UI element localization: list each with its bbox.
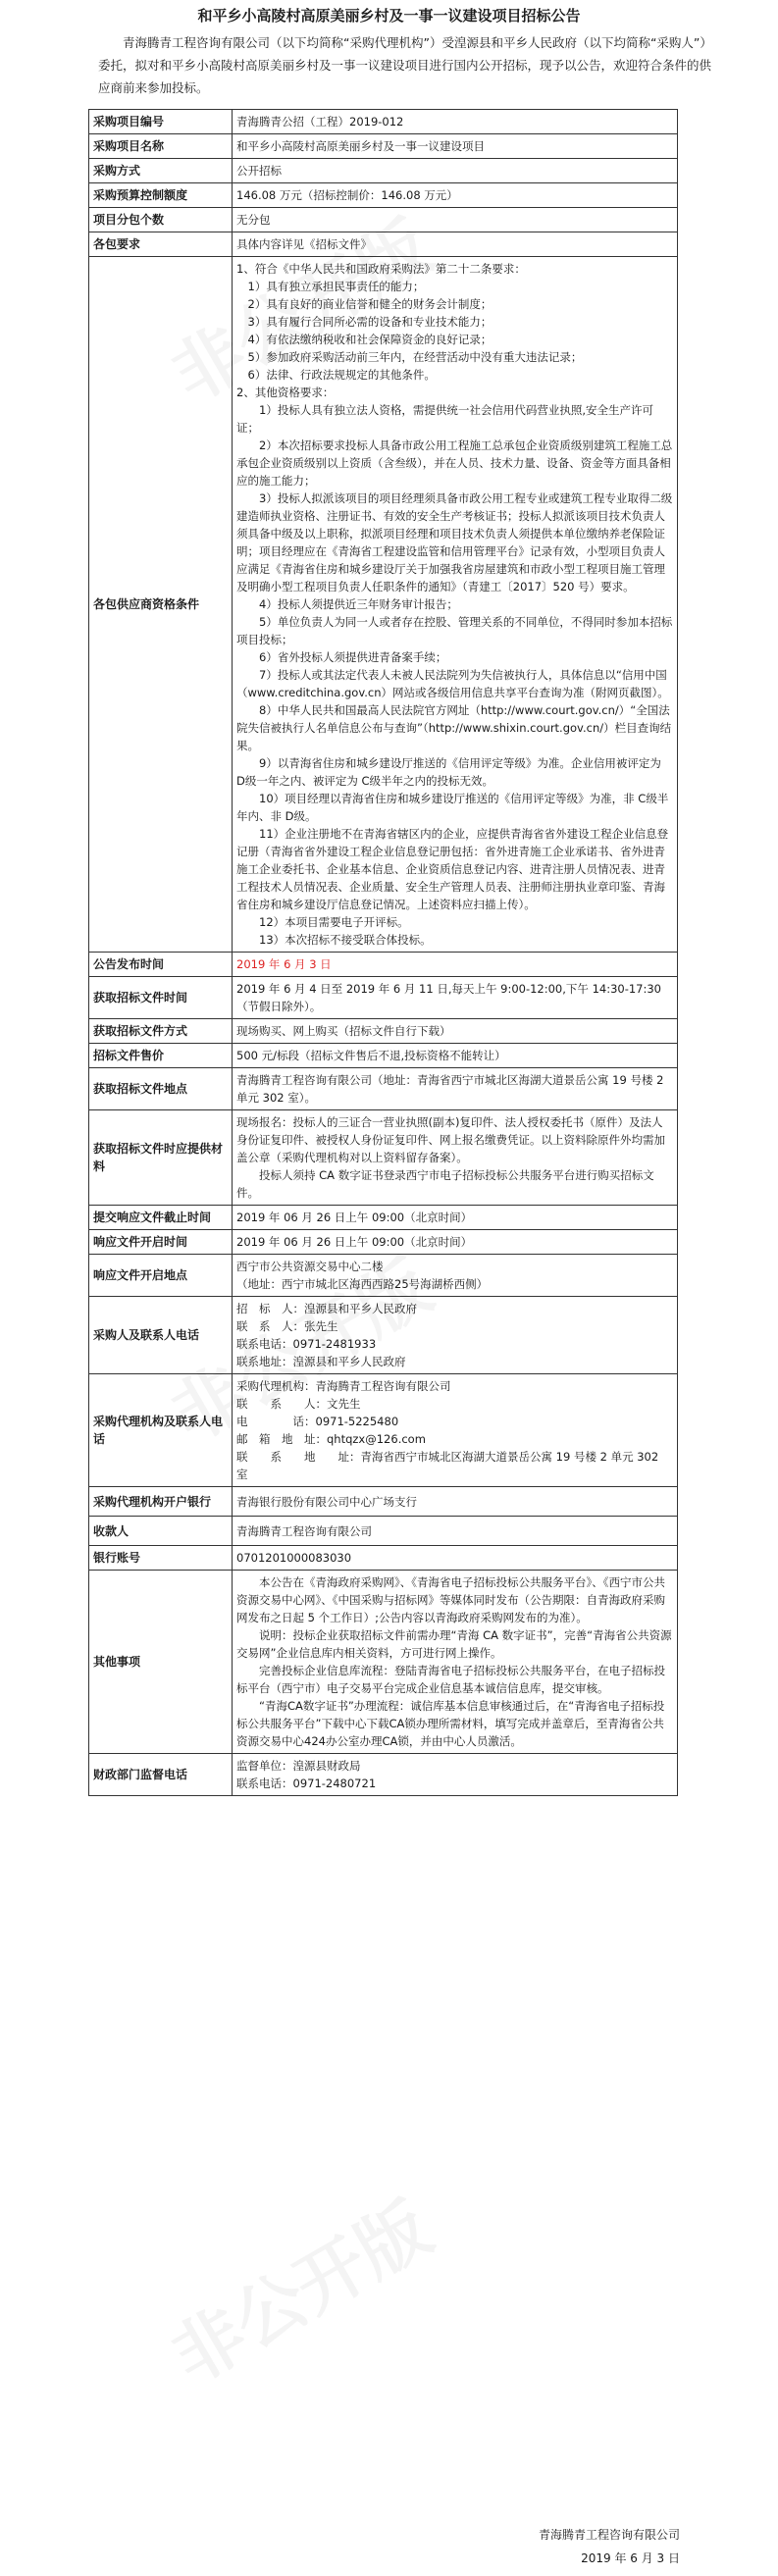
field-value: 青海银行股份有限公司中心广场支行 [233,1487,678,1517]
table-row [89,232,678,257]
field-value: 现场购买、网上购买（招标文件自行下载） [233,1019,678,1044]
field-value: 2019 年 6 月 4 日至 2019 年 6 月 11 日,每天上午 9:00-12:00,下午 14:30-17:30（节假日除外）。 [233,977,678,1019]
field-value: 2019 年 06 月 26 日上午 09:00（北京时间） [233,1206,678,1230]
list-item: 联系地址：湟源县和平乡人民政府 [236,1355,406,1368]
list-item: 5）参加政府采购活动前三年内，在经营活动中没有重大违法记录； [247,350,583,364]
list-item: 2）本次招标要求投标人具备市政公用工程施工总承包企业资质级别建筑工程施工总承包企业资质级别以上资质（含叁级），并在人员、技术力量、设备、资金等方面具备相应的施工能力； [236,438,673,488]
field-value [233,1374,678,1487]
table-row [89,1546,678,1571]
list-item: 8）中华人民共和国最高人民法院官方网址（http://www.court.gov.cn/）“全国法院失信被执行人名单信息公布与查询”（http://www.shixin.court.gov.cn/）栏目查询结果。 [236,703,672,752]
list-item: 联系电话：0971-2481933 [236,1337,377,1351]
table-row [89,1068,678,1110]
table-row [89,110,678,134]
field-label: 响应文件开启地点 [89,1255,233,1297]
field-label: 采购预算控制额度 [89,183,233,208]
table-row [89,1255,678,1297]
field-value [233,1110,678,1206]
field-label: 公告发布时间 [89,953,233,977]
list-item: 1、符合《中华人民共和国政府采购法》第二十二条要求： [236,262,526,276]
field-value: 2019 年 6 月 3 日 [233,953,678,977]
table-row [89,208,678,232]
field-label: 收款人 [89,1517,233,1546]
field-label: 财政部门监督电话 [89,1754,233,1796]
list-item: 12）本项目需要电子开评标。 [259,915,409,929]
field-label: 其他事项 [89,1571,233,1754]
field-value [233,1297,678,1374]
table-row [89,1297,678,1374]
list-item: 完善投标企业信息库流程：登陆青海省电子招标投标公共服务平台，在电子招标投标平台（西宁市）电子交易平台完成企业信息基本诚信信息库，提交审核。 [236,1664,665,1695]
list-item: 招 标 人：湟源县和平乡人民政府 [236,1302,417,1315]
list-item: 采购代理机构：青海腾青工程咨询有限公司 [236,1379,451,1393]
field-label: 采购代理机构开户银行 [89,1487,233,1517]
list-item: 现场报名：投标人的三证合一营业执照(副本)复印件、法人授权委托书（原件）及法人身份证复印件、被授权人身份证复印件、网上报名缴费凭证。以上资料除原件外均需加盖公章（采购代理机构对以上资料留存备案）。 [236,1115,665,1164]
field-label: 采购方式 [89,159,233,183]
table-row [89,183,678,208]
field-value: 146.08 万元（招标控制价：146.08 万元） [233,183,678,208]
list-item: 联 系 人：张先生 [236,1319,338,1333]
list-item: 4）投标人须提供近三年财务审计报告； [259,597,458,611]
list-item: 13）本次招标不接受联合体投标。 [259,933,432,947]
field-value: 0701201000083030 [233,1546,678,1571]
list-item: 说明：投标企业获取招标文件前需办理“青海 CA 数字证书”，完善“青海省公共资源交易网”企业信息库内相关资料，方可进行网上操作。 [236,1628,672,1660]
field-label: 各包供应商资格条件 [89,257,233,953]
list-item: 10）项目经理以青海省住房和城乡建设厅推送的《信用评定等级》为准，非 C级半年内、非 D级。 [236,792,669,823]
list-item: “青海CA数字证书”办理流程：诚信库基本信息审核通过后，在“青海省电子招标投标公共服务平台”下载中心下载CA锁办理所需材料，填写完成并盖章后，至青海省公共资源交易中心424办公室办理CA锁，并由中心人员激活。 [236,1699,665,1748]
field-value: 公开招标 [233,159,678,183]
table-row [89,1110,678,1206]
announcement-table [88,109,678,1796]
table-row [89,1754,678,1796]
list-item: 1）具有独立承担民事责任的能力； [247,280,425,293]
list-item: 电 话：0971-5225480 [236,1415,399,1428]
list-item: 9）以青海省住房和城乡建设厅推送的《信用评定等级》为准。企业信用被评定为 D级一年之内、被评定为 C级半年之内的投标无效。 [236,756,661,788]
field-label: 招标文件售价 [89,1044,233,1068]
table-row [89,1019,678,1044]
field-label: 采购人及联系人电话 [89,1297,233,1374]
footer-date: 2019 年 6 月 3 日 [581,2551,680,2565]
field-label: 获取招标文件地点 [89,1068,233,1110]
field-value [233,1571,678,1754]
page-title: 和平乡小高陵村高原美丽乡村及一事一议建设项目招标公告 [197,7,581,25]
field-label: 采购项目编号 [89,110,233,134]
table-row [89,1517,678,1546]
list-item: 6）省外投标人须提供进青备案手续； [259,650,447,664]
list-item: 7）投标人或其法定代表人未被人民法院列为失信被执行人，具体信息以“信用中国（www.creditchina.gov.cn）网站或各级信用信息共享平台查询为准（附网页截图）。 [236,668,669,699]
intro-paragraph: 青海腾青工程咨询有限公司（以下均简称“采购代理机构”）受湟源县和平乡人民政府（以下均简称“采购人”）委托，拟对和平乡小高陵村高原美丽乡村及一事一议建设项目进行国内公开招标，现予以公告，欢迎符合条件的供应商前来参加投标。 [98,35,712,95]
table-row [89,257,678,953]
field-value: 无分包 [233,208,678,232]
field-label: 银行账号 [89,1546,233,1571]
footer-company: 青海腾青工程咨询有限公司 [538,2528,680,2542]
field-value [233,1754,678,1796]
field-value: 和平乡小高陵村高原美丽乡村及一事一议建设项目 [233,134,678,159]
list-item: 2）具有良好的商业信誉和健全的财务会计制度； [247,297,493,311]
list-item: 联 系 地 址：青海省西宁市城北区海湖大道景岳公寓 19 号楼 2 单元 302 室 [236,1450,659,1481]
list-item: 3）具有履行合同所必需的设备和专业技术能力； [247,315,493,329]
table-row [89,977,678,1019]
table-row [89,1230,678,1255]
list-item: 联系电话：0971-2480721 [236,1777,377,1790]
field-value: 2019 年 06 月 26 日上午 09:00（北京时间） [233,1230,678,1255]
table-row [89,953,678,977]
list-item: 邮 箱 地 址：qhtqzx@126.com [236,1432,426,1446]
list-item: 联 系 人：文先生 [236,1397,361,1411]
list-item: 1）投标人具有独立法人资格，需提供统一社会信用代码营业执照,安全生产许可证； [236,403,653,435]
field-value [233,1255,678,1297]
list-item: 投标人须持 CA 数字证书登录西宁市电子招标投标公共服务平台进行购买招标文件。 [236,1168,654,1200]
field-label: 采购代理机构及联系人电话 [89,1374,233,1487]
list-item: 监督单位：湟源县财政局 [236,1759,361,1773]
list-item: 11）企业注册地不在青海省辖区内的企业，应提供青海省省外建设工程企业信息登记册（青海省省外建设工程企业信息登记册包括：省外进青施工企业承诺书、省外进青施工企业委托书、企业基本信息、企业资质信息登记内容、进青注册人员情况表、进青工程技术人员情况表、企业质量、安全生产管理人员表、注册师注册执业章印鉴、青海省住房和城乡建设厅信息登记情况。上述资料应扫描上传）。 [236,827,669,911]
table-row [89,159,678,183]
list-item: 6）法律、行政法规规定的其他条件。 [247,368,436,382]
table-row [89,1044,678,1068]
field-value: 500 元/标段（招标文件售后不退,投标资格不能转让） [233,1044,678,1068]
list-item: 西宁市公共资源交易中心二楼 [236,1260,384,1273]
table-row [89,1571,678,1754]
field-label: 响应文件开启时间 [89,1230,233,1255]
field-value: 青海腾青工程咨询有限公司（地址：青海省西宁市城北区海湖大道景岳公寓 19 号楼 2 单元 302 室）。 [233,1068,678,1110]
list-item: 本公告在《青海政府采购网》、《青海省电子招标投标公共服务平台》、《西宁市公共资源交易中心网》、《中国采购与招标网》等媒体同时发布（公告期限：自青海政府采购网发布之日起 5 个工作日）;公告内容以青海政府采购网发布的为准）。 [236,1575,665,1624]
field-label: 获取招标文件时间 [89,977,233,1019]
table-row [89,1487,678,1517]
field-label: 各包要求 [89,232,233,257]
list-item: 3）投标人拟派该项目的项目经理须具备市政公用工程专业或建筑工程专业取得二级建造师执业资格、注册证书、有效的安全生产考核证书；投标人拟派该项目技术负责人须具备中级及以上职称，拟派项目经理和项目技术负责人须提供本单位缴纳养老保险证明；项目经理应在《青海省工程建设监管和信用管理平台》记录有效，小型项目负责人应满足《青海省住房和城乡建设厅关于加强我省房屋建筑和市政小型工程项目施工管理及明确小型工程项目负责人任职条件的通知》（青建工〔2017〕520 号）要求。 [236,491,673,593]
field-label: 提交响应文件截止时间 [89,1206,233,1230]
field-value: 青海腾青公招（工程）2019-012 [233,110,678,134]
list-item: 4）有依法缴纳税收和社会保障资金的良好记录； [247,333,493,346]
field-value: 具体内容详见《招标文件》 [233,232,678,257]
table-row [89,1374,678,1487]
field-label: 获取招标文件方式 [89,1019,233,1044]
field-label: 项目分包个数 [89,208,233,232]
table-row [89,1206,678,1230]
field-value: 青海腾青工程咨询有限公司 [233,1517,678,1546]
field-label: 获取招标文件时应提供材料 [89,1110,233,1206]
table-row [89,134,678,159]
list-item: 5）单位负责人为同一人或者存在控股、管理关系的不同单位，不得同时参加本招标项目投标； [236,615,673,646]
list-item: 2、其他资格要求： [236,386,335,399]
watermark [150,2173,445,2402]
qualification-list [233,257,678,953]
field-label: 采购项目名称 [89,134,233,159]
list-item: （地址：西宁市城北区海西西路25号海湖桥西侧） [236,1277,489,1291]
